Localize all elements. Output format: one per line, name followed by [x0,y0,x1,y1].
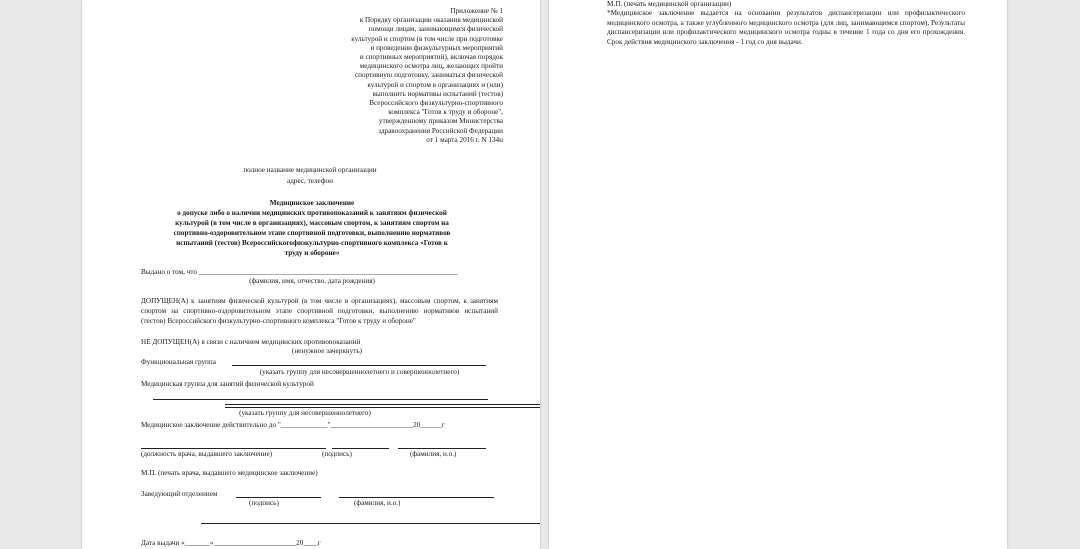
doctor-position-hint: (должность врача, выдавшего заключение) [141,450,273,458]
functional-group-label: Функциональная группа [141,358,216,366]
title-line: культурой (в том числе в организациях), массовым спортом, к занятиям спортом на [175,219,449,227]
doctor-stamp-text: М.П. (печать врача, выдавшего медицинское заключение) [141,469,318,477]
appendix-line: Приложение № 1 [450,7,503,15]
document-title [142,198,482,258]
appendix-line: выполнить нормативы испытаний (тестов) [372,89,503,98]
doctor-name-hint: (фамилия, и.о.) [410,450,457,458]
valid-until-field[interactable]: Медицинское заключение действительно до "_____________"_______________________20______г [141,421,445,429]
separator-line [201,523,540,524]
doctor-signature-hint: (подпись) [322,450,352,458]
medical-group-line-3[interactable] [225,407,540,408]
doctor-position-line[interactable] [141,448,326,449]
appendix-line: Всероссийского физкультурно-спортивного [369,99,503,108]
functional-group-hint: (указать группу для несовершеннолетнего и совершеннолетнего) [259,368,460,376]
title-line: спортивно-оздоровительном этапе спортивной подготовки, выполнению нормативов [173,229,451,237]
head-signature-line[interactable] [236,497,321,498]
medical-group-line-2[interactable] [225,404,540,405]
head-name-hint: (фамилия, и.о.) [354,499,401,507]
head-of-dept-label: Заведующий отделением [141,490,218,498]
not-admitted-hint: (ненужное зачеркнуть) [291,347,363,355]
head-signature-hint: (подпись) [249,499,279,507]
appendix-header [297,7,503,145]
document-page-1 [82,0,540,549]
org-stamp-text: М.П. (печать медицинской организации) [607,0,732,8]
title-line: испытаний (тестов) Всероссийскогофизкультурно-спортивного комплекса «Готов к [176,239,448,247]
medical-group-hint: (указать группу для несовершеннолетнего) [239,409,371,417]
issued-to-field[interactable]: Выдано о том, что ________________________________________________________________________ [141,268,458,276]
issued-to-hint: (фамилия, имя, отчество, дата рождения) [249,277,375,285]
appendix-line: и проведении физкультурных мероприятий [370,43,503,52]
appendix-line: и спортивных мероприятий), включая порядок [359,53,503,62]
org-name-hint: полное название медицинской организации [243,166,377,174]
appendix-line: к Порядку организации оказания медицинской [359,16,503,25]
medical-group-label: Медицинская группа для занятий физической культурой [141,380,314,388]
title-line: Медицинское заключение [269,199,355,207]
functional-group-line[interactable] [232,365,486,366]
issue-date-field[interactable]: Дата выдачи «_______»_______________________20____г [141,539,321,547]
doctor-signature-line[interactable] [332,448,389,449]
medical-group-line-1[interactable] [153,399,488,400]
appendix-line: медицинского осмотра лиц, желающих пройти [359,62,503,71]
appendix-line: от 1 марта 2016 г. N 134н [426,135,503,144]
document-page-2 [549,0,1007,549]
title-line: о допуске либо о наличии медицинских противопоказаний к занятиям физической [177,209,447,217]
appendix-line: комплекса "Готов к труду и обороне", [388,108,503,117]
appendix-line: культурой и спортом в организациях и (или) [367,80,503,89]
doctor-name-line[interactable] [398,448,486,449]
head-name-line[interactable] [339,497,494,498]
appendix-line: культурой и спортом (в том числе при подготовке [351,34,503,43]
appendix-line: помощи лицам, занимающимся физической [368,25,503,34]
org-address-hint: адрес, телефон [287,177,333,185]
not-admitted-text: НЕ ДОПУЩЕН(А) в связи с наличием медицинских противопоказаний [141,338,361,346]
footnote-text: *Медицинское заключение выдается на основании результатов диспансеризации или профилактического медицинского осмотра, а также углубленного медицинского осмотра (для лиц, занимающимся спортом), Результаты диспансеризации или профилактического медицинского осмотра годны в течение 1 года со дня его прохождения. Срок действия медицинского заключения - 1 год со дня выдачи. [607,9,965,46]
appendix-line: здравоохранения Российской Федерации [378,126,503,135]
appendix-line: спортивную подготовку, заниматься физической [354,71,503,80]
admitted-paragraph: ДОПУЩЕН(А) к занятиям физической культурой (в том числе в организациях), массовым спортом, к занятиям спортом на спортивно-оздоровительном этапе спортивной подготовки, выполнению нормативов испытаний (тестов) Всероссийского физкультурно-спортивного комплекса "Готов к труду и обороне" [141,297,498,325]
appendix-line: утвержденному приказом Министерства [378,117,503,126]
title-line: труду и обороне» [284,249,340,257]
